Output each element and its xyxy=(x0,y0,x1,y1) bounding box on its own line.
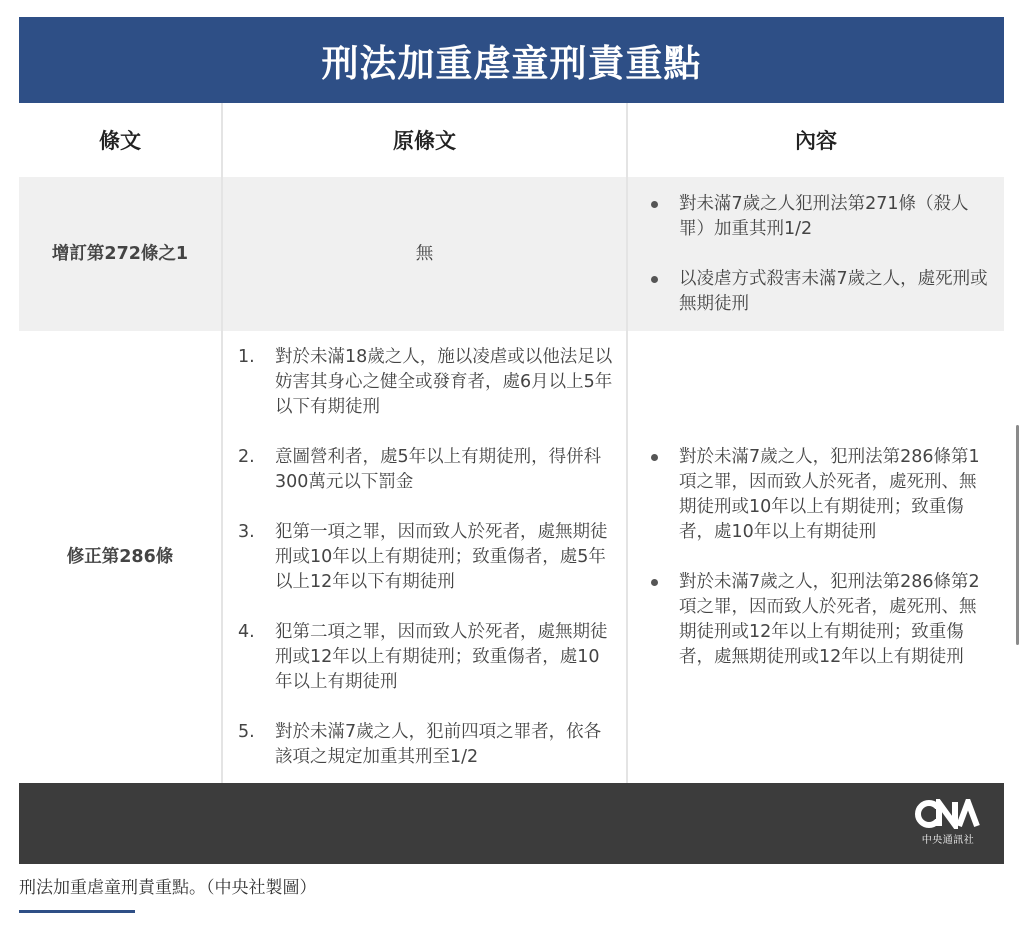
content-list xyxy=(629,445,1003,670)
content-cell xyxy=(627,331,1004,783)
list-item: 4. 犯第二項之罪，因而致人於死者，處無期徒刑或12年以上有期徒刑；致重傷者，處10年以上有期徒刑 xyxy=(238,621,608,692)
caption-underline xyxy=(19,910,135,913)
infographic xyxy=(19,17,1004,864)
list-item: 對於未滿7歲之人，犯刑法第286條第1項之罪，因而致人於死者，處死刑、無期徒刑或10年以上有期徒刑；致重傷者，處10年以上有期徒刑 xyxy=(649,445,989,545)
list-item: 3. 犯第一項之罪，因而致人於死者，處無期徒刑或10年以上有期徒刑；致重傷者，處5年以上12年以下有期徒刑 xyxy=(238,521,608,592)
list-item: 以凌虐方式殺害未滿7歲之人，處死刑或無期徒刑 xyxy=(649,267,989,317)
table-row xyxy=(19,177,1004,331)
list-item: 5. 對於未滿7歲之人，犯前四項之罪者，依各該項之規定加重其刑至1/2 xyxy=(238,721,602,767)
infographic-title: 刑法加重虐童刑責重點 xyxy=(321,42,702,85)
cna-logo-icon xyxy=(915,799,981,829)
list-item: 對未滿7歲之人犯刑法第271條（殺人罪）加重其刑1/2 xyxy=(649,192,989,242)
original-cell: 無 xyxy=(222,177,627,331)
image-caption: 刑法加重虐童刑責重點。（中央社製圖） xyxy=(19,878,317,898)
header-content: 內容 xyxy=(627,103,1004,177)
logo-name: 中央通訊社 xyxy=(921,835,975,846)
table-row xyxy=(19,331,1004,783)
title-bar xyxy=(19,17,1004,103)
list-item: 對於未滿7歲之人，犯刑法第286條第2項之罪，因而致人於死者，處死刑、無期徒刑或12年以上有期徒刑；致重傷者，處無期徒刑或12年以上有期徒刑 xyxy=(649,570,989,670)
page-scrollbar[interactable] xyxy=(1016,425,1019,645)
bullet-icon xyxy=(651,201,658,208)
header-original: 原條文 xyxy=(222,103,627,177)
table-header-row xyxy=(19,103,1004,177)
article-cell: 增訂第272條之1 xyxy=(19,177,222,331)
list-item: 1. 對於未滿18歲之人，施以凌虐或以他法足以妨害其身心之健全或發育者，處6月以上5年以下有期徒刑 xyxy=(238,346,613,417)
header-article: 條文 xyxy=(19,103,222,177)
bullet-icon xyxy=(651,454,658,461)
footer-bar xyxy=(19,783,1004,864)
law-comparison-table xyxy=(19,103,1004,783)
bullet-icon xyxy=(651,276,658,283)
article-cell: 修正第286條 xyxy=(19,331,222,783)
content-list xyxy=(629,192,1003,317)
content-cell xyxy=(627,177,1004,331)
original-list xyxy=(224,345,625,770)
cna-logo xyxy=(913,799,983,846)
list-item: 2. 意圖營利者，處5年以上有期徒刑，得併科300萬元以下罰金 xyxy=(238,446,602,492)
bullet-icon xyxy=(651,579,658,586)
original-cell xyxy=(222,331,627,783)
